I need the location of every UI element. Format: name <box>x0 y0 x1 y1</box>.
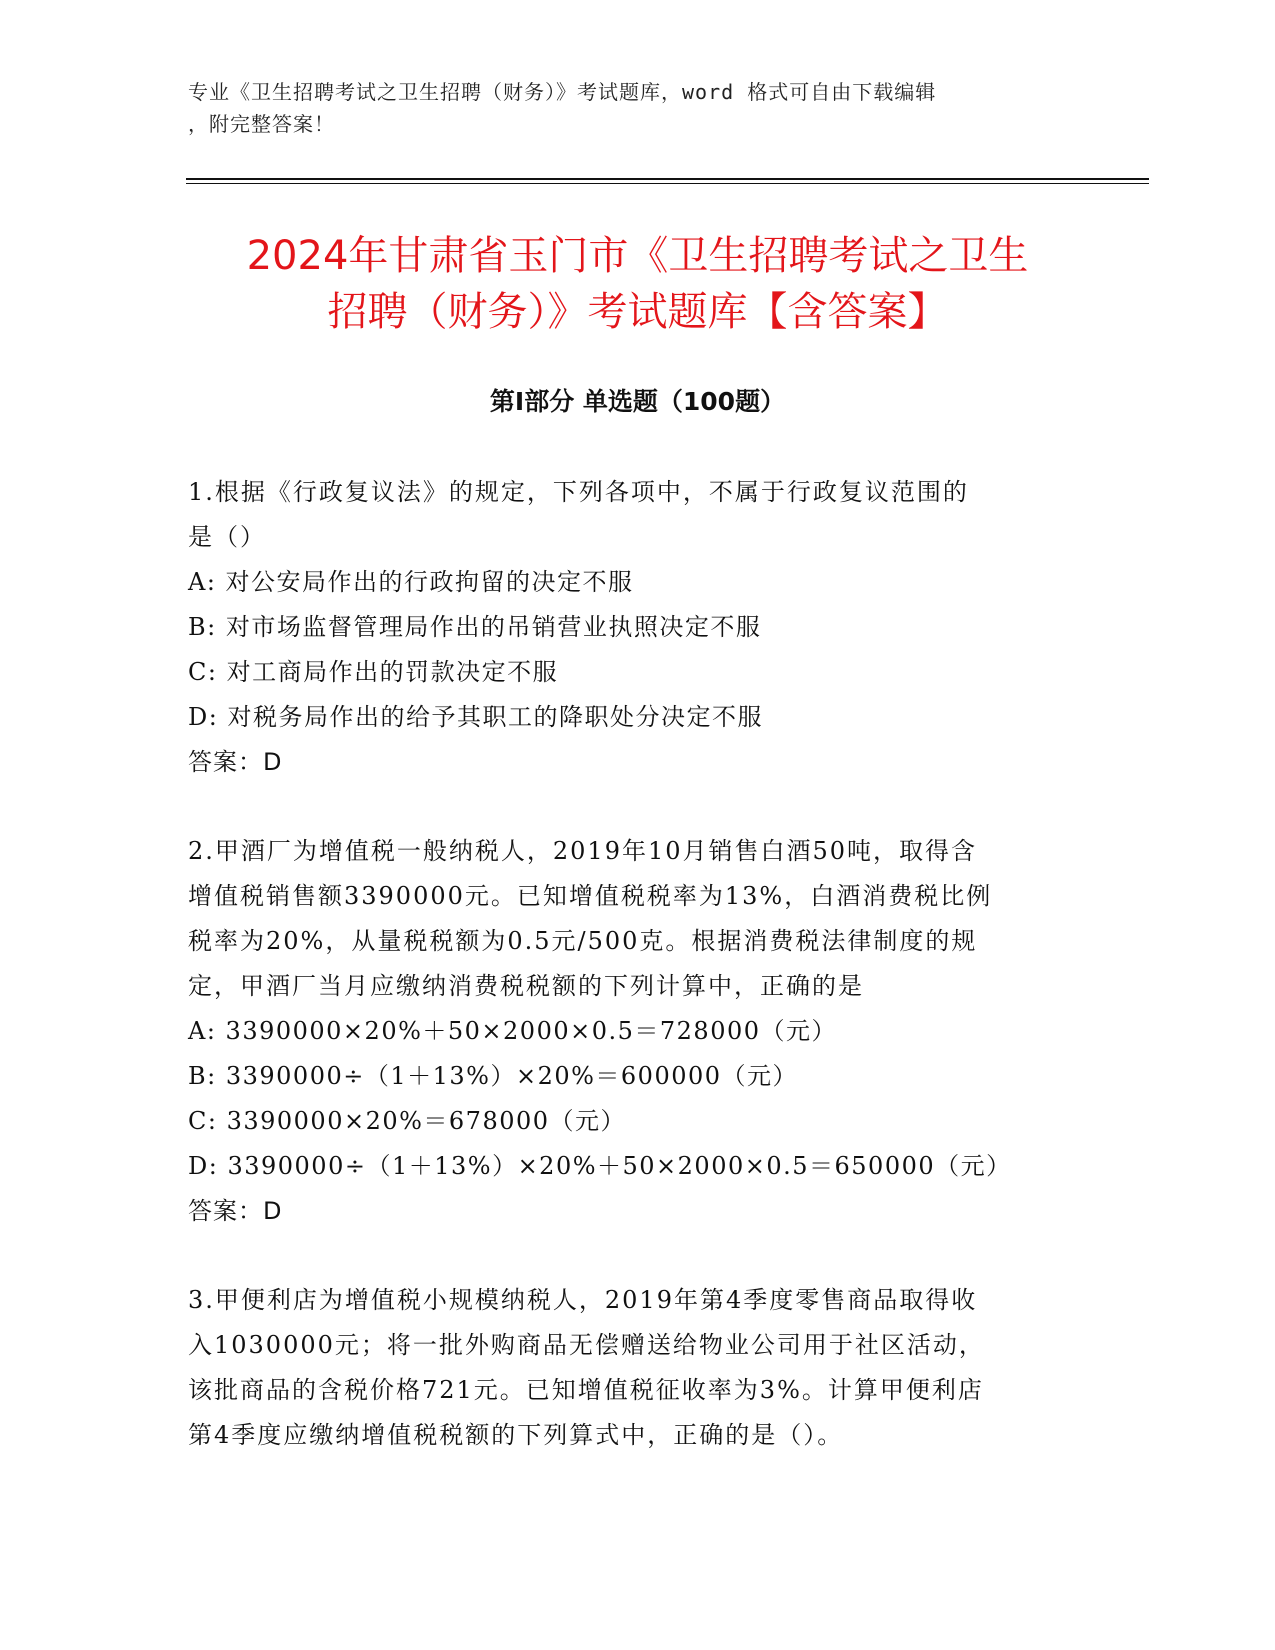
question-stem-line: 该批商品的含税价格721元。已知增值税征收率为3%。计算甲便利店 <box>188 1376 984 1404</box>
question-stem-line: 1.根据《行政复议法》的规定，下列各项中，不属于行政复议范围的 <box>188 478 969 506</box>
document-title <box>160 228 1115 340</box>
header-note <box>188 76 1088 140</box>
question-stem-line: 增值税销售额3390000元。已知增值税税率为13%，白酒消费税比例 <box>188 882 993 910</box>
section-heading: 第Ⅰ部分 单选题（100题） <box>489 387 786 416</box>
question-option-d: D: 对税务局作出的给予其职工的降职处分决定不服 <box>188 703 763 731</box>
question-stem-line: 是（） <box>188 523 266 551</box>
question-stem-line: 入1030000元；将一批外购商品无偿赠送给物业公司用于社区活动， <box>188 1331 985 1359</box>
question-3 <box>188 1278 1068 1458</box>
question-stem-line: 第4季度应缴纳增值税税额的下列算式中，正确的是（）。 <box>188 1421 844 1449</box>
header-divider-thin <box>186 183 1149 184</box>
question-stem-line: 2.甲酒厂为增值税一般纳税人，2019年10月销售白酒50吨，取得含 <box>188 837 978 865</box>
question-1 <box>188 470 1068 785</box>
question-option-c: C: 3390000×20%＝678000（元） <box>188 1107 627 1135</box>
question-option-a: A: 对公安局作出的行政拘留的决定不服 <box>188 568 634 596</box>
document-title-line-2: 招聘（财务）》考试题库【含答案】 <box>327 289 948 335</box>
question-list <box>188 470 1068 1502</box>
question-option-d: D: 3390000÷（1＋13%）×20%＋50×2000×0.5＝650000（元） <box>188 1152 1012 1180</box>
question-answer: 答案：D <box>188 1197 283 1225</box>
question-stem-line: 定，甲酒厂当月应缴纳消费税税额的下列计算中，正确的是 <box>188 972 864 1000</box>
document-title-line-1: 2024年甘肃省玉门市《卫生招聘考试之卫生 <box>246 233 1029 279</box>
question-option-c: C: 对工商局作出的罚款决定不服 <box>188 658 559 686</box>
question-option-b: B: 3390000÷（1＋13%）×20%＝600000（元） <box>188 1062 799 1090</box>
question-2 <box>188 829 1068 1234</box>
question-stem-line: 税率为20%，从量税税额为0.5元/500克。根据消费税法律制度的规 <box>188 927 978 955</box>
question-option-b: B: 对市场监督管理局作出的吊销营业执照决定不服 <box>188 613 762 641</box>
header-note-line-1: 专业《卫生招聘考试之卫生招聘（财务）》考试题库，word 格式可自由下载编辑 <box>188 80 937 104</box>
question-option-a: A: 3390000×20%＋50×2000×0.5＝728000（元） <box>188 1017 838 1045</box>
header-divider-thick <box>186 178 1149 180</box>
header-note-line-2: ，附完整答案！ <box>188 112 335 136</box>
question-answer: 答案：D <box>188 748 283 776</box>
question-stem-line: 3.甲便利店为增值税小规模纳税人，2019年第4季度零售商品取得收 <box>188 1286 978 1314</box>
